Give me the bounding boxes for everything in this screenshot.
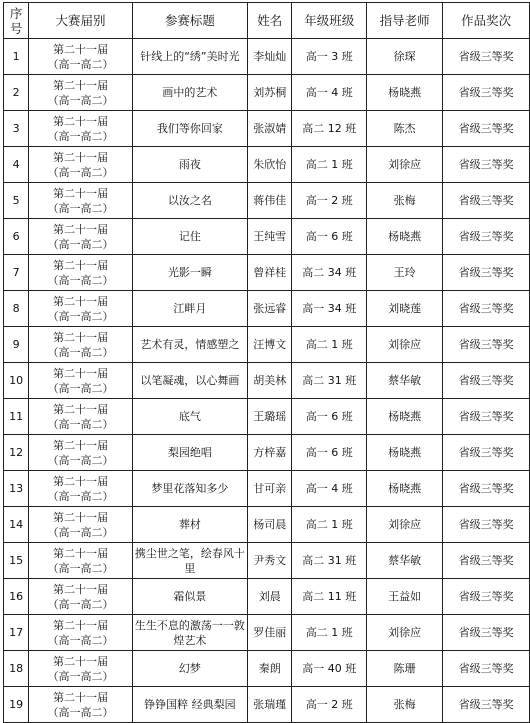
award-cell: 省级三等奖 — [443, 363, 530, 399]
name-cell: 刘苏桐 — [248, 75, 292, 111]
title-cell: 画中的艺术 — [132, 75, 247, 111]
award-cell: 省级三等奖 — [443, 471, 530, 507]
header-award: 作品奖次 — [443, 3, 530, 39]
edition-cell — [29, 543, 133, 579]
name-cell: 胡美林 — [248, 363, 292, 399]
title-cell: 梨园绝唱 — [132, 435, 247, 471]
table-row — [4, 219, 530, 255]
row-number: 5 — [4, 183, 29, 219]
row-number: 17 — [4, 615, 29, 651]
header-no: 序号 — [4, 3, 29, 39]
class-cell: 高二 11 班 — [292, 579, 367, 615]
class-cell: 高一 3 班 — [292, 39, 367, 75]
award-cell: 省级三等奖 — [443, 543, 530, 579]
teacher-cell: 王玲 — [367, 255, 443, 291]
edition-line-2: （高一高二） — [47, 57, 114, 71]
edition-line-1: 第二十一届 — [52, 438, 108, 452]
name-cell: 秦朗 — [248, 651, 292, 687]
edition-line-2: （高一高二） — [47, 273, 114, 287]
title-cell: 光影一瞬 — [132, 255, 247, 291]
edition-cell — [29, 507, 133, 543]
teacher-cell: 陈杰 — [367, 111, 443, 147]
table-row — [4, 111, 530, 147]
edition-line-2: （高一高二） — [47, 201, 114, 215]
header-name: 姓名 — [248, 3, 292, 39]
name-cell: 王璐瑶 — [248, 399, 292, 435]
edition-line-1: 第二十一届 — [52, 690, 108, 704]
edition-line-1: 第二十一届 — [52, 510, 108, 524]
award-cell: 省级三等奖 — [443, 507, 530, 543]
title-cell: 霜似景 — [132, 579, 247, 615]
edition-line-1: 第二十一届 — [52, 42, 108, 56]
class-cell: 高一 6 班 — [292, 435, 367, 471]
name-cell: 尹秀文 — [248, 543, 292, 579]
class-cell: 高二 31 班 — [292, 363, 367, 399]
edition-cell — [29, 219, 133, 255]
edition-line-1: 第二十一届 — [52, 222, 108, 236]
award-cell: 省级三等奖 — [443, 183, 530, 219]
class-cell: 高一 40 班 — [292, 651, 367, 687]
edition-line-2: （高一高二） — [47, 129, 114, 143]
award-cell: 省级三等奖 — [443, 75, 530, 111]
row-number: 10 — [4, 363, 29, 399]
teacher-cell: 张梅 — [367, 687, 443, 723]
name-cell: 张淑婧 — [248, 111, 292, 147]
header-teacher: 指导老师 — [367, 3, 443, 39]
class-cell: 高一 2 班 — [292, 687, 367, 723]
edition-line-2: （高一高二） — [47, 93, 114, 107]
edition-cell — [29, 399, 133, 435]
teacher-cell: 刘徐应 — [367, 615, 443, 651]
edition-line-1: 第二十一届 — [52, 402, 108, 416]
edition-line-2: （高一高二） — [47, 597, 114, 611]
edition-cell — [29, 111, 133, 147]
edition-cell — [29, 255, 133, 291]
table-row — [4, 39, 530, 75]
name-cell: 刘晨 — [248, 579, 292, 615]
name-cell: 汪博文 — [248, 327, 292, 363]
table-row — [4, 507, 530, 543]
table-header — [4, 3, 530, 39]
edition-line-1: 第二十一届 — [52, 618, 108, 632]
table-body — [4, 39, 530, 723]
row-number: 18 — [4, 651, 29, 687]
name-cell: 朱欣怡 — [248, 147, 292, 183]
row-number: 13 — [4, 471, 29, 507]
award-cell: 省级三等奖 — [443, 687, 530, 723]
edition-cell — [29, 687, 133, 723]
header-class: 年级班级 — [292, 3, 367, 39]
edition-line-1: 第二十一届 — [52, 186, 108, 200]
title-cell: 记住 — [132, 219, 247, 255]
title-cell: 携尘世之笔，绘春风十里 — [132, 543, 247, 579]
award-cell: 省级三等奖 — [443, 219, 530, 255]
edition-line-2: （高一高二） — [47, 309, 114, 323]
table-row — [4, 435, 530, 471]
row-number: 3 — [4, 111, 29, 147]
title-cell: 针线上的“绣”美时光 — [132, 39, 247, 75]
title-cell: 葬材 — [132, 507, 247, 543]
edition-line-1: 第二十一届 — [52, 294, 108, 308]
table-row — [4, 327, 530, 363]
title-cell: 生生不息的激荡一一敦煌艺术 — [132, 615, 247, 651]
row-number: 9 — [4, 327, 29, 363]
award-cell: 省级三等奖 — [443, 651, 530, 687]
class-cell: 高一 2 班 — [292, 183, 367, 219]
title-cell: 铮铮国粹 经典梨园 — [132, 687, 247, 723]
row-number: 15 — [4, 543, 29, 579]
teacher-cell: 杨晓燕 — [367, 399, 443, 435]
title-cell: 以汝之名 — [132, 183, 247, 219]
class-cell: 高一 34 班 — [292, 291, 367, 327]
teacher-cell: 杨晓燕 — [367, 471, 443, 507]
edition-cell — [29, 615, 133, 651]
teacher-cell: 王益如 — [367, 579, 443, 615]
table-row — [4, 147, 530, 183]
edition-line-2: （高一高二） — [47, 165, 114, 179]
edition-line-2: （高一高二） — [47, 453, 114, 467]
edition-cell — [29, 579, 133, 615]
teacher-cell: 杨晓燕 — [367, 75, 443, 111]
name-cell: 罗佳丽 — [248, 615, 292, 651]
title-cell: 江畔月 — [132, 291, 247, 327]
edition-line-2: （高一高二） — [47, 669, 114, 683]
edition-line-1: 第二十一届 — [52, 258, 108, 272]
class-cell: 高二 34 班 — [292, 255, 367, 291]
teacher-cell: 刘徐应 — [367, 327, 443, 363]
edition-cell — [29, 363, 133, 399]
award-cell: 省级三等奖 — [443, 111, 530, 147]
header-row — [4, 3, 530, 39]
edition-line-2: （高一高二） — [47, 705, 114, 719]
edition-line-1: 第二十一届 — [52, 654, 108, 668]
table-row — [4, 615, 530, 651]
edition-line-1: 第二十一届 — [52, 582, 108, 596]
name-cell: 李灿灿 — [248, 39, 292, 75]
row-number: 19 — [4, 687, 29, 723]
edition-cell — [29, 291, 133, 327]
edition-line-2: （高一高二） — [47, 561, 114, 575]
teacher-cell: 蔡华敏 — [367, 543, 443, 579]
class-cell: 高二 1 班 — [292, 615, 367, 651]
teacher-cell: 徐琛 — [367, 39, 443, 75]
table-row — [4, 255, 530, 291]
edition-line-1: 第二十一届 — [52, 114, 108, 128]
name-cell: 曾祥桂 — [248, 255, 292, 291]
teacher-cell: 杨晓燕 — [367, 219, 443, 255]
table-row — [4, 579, 530, 615]
table-row — [4, 363, 530, 399]
table-row — [4, 399, 530, 435]
row-number: 16 — [4, 579, 29, 615]
name-cell: 张远睿 — [248, 291, 292, 327]
edition-line-2: （高一高二） — [47, 237, 114, 251]
class-cell: 高一 4 班 — [292, 75, 367, 111]
row-number: 2 — [4, 75, 29, 111]
award-cell: 省级三等奖 — [443, 435, 530, 471]
edition-line-1: 第二十一届 — [52, 366, 108, 380]
teacher-cell: 蔡华敏 — [367, 363, 443, 399]
edition-line-2: （高一高二） — [47, 381, 114, 395]
award-cell: 省级三等奖 — [443, 399, 530, 435]
class-cell: 高一 4 班 — [292, 471, 367, 507]
name-cell: 方梓嘉 — [248, 435, 292, 471]
edition-cell — [29, 75, 133, 111]
row-number: 4 — [4, 147, 29, 183]
name-cell: 杨司晨 — [248, 507, 292, 543]
table-row — [4, 471, 530, 507]
class-cell: 高二 12 班 — [292, 111, 367, 147]
table-row — [4, 291, 530, 327]
edition-line-1: 第二十一届 — [52, 330, 108, 344]
teacher-cell: 刘徐应 — [367, 147, 443, 183]
row-number: 1 — [4, 39, 29, 75]
name-cell: 甘可亲 — [248, 471, 292, 507]
edition-cell — [29, 435, 133, 471]
edition-cell — [29, 183, 133, 219]
edition-line-1: 第二十一届 — [52, 474, 108, 488]
row-number: 12 — [4, 435, 29, 471]
teacher-cell: 刘徐应 — [367, 507, 443, 543]
edition-line-1: 第二十一届 — [52, 546, 108, 560]
edition-cell — [29, 471, 133, 507]
table-row — [4, 75, 530, 111]
title-cell: 梦里花落知多少 — [132, 471, 247, 507]
class-cell: 高二 1 班 — [292, 147, 367, 183]
award-cell: 省级三等奖 — [443, 39, 530, 75]
row-number: 14 — [4, 507, 29, 543]
teacher-cell: 刘晓莲 — [367, 291, 443, 327]
title-cell: 我们等你回家 — [132, 111, 247, 147]
class-cell: 高二 1 班 — [292, 327, 367, 363]
edition-cell — [29, 327, 133, 363]
teacher-cell: 陈珊 — [367, 651, 443, 687]
edition-line-2: （高一高二） — [47, 525, 114, 539]
award-cell: 省级三等奖 — [443, 579, 530, 615]
edition-cell — [29, 651, 133, 687]
title-cell: 雨夜 — [132, 147, 247, 183]
title-cell: 底气 — [132, 399, 247, 435]
title-cell: 以笔凝魂，以心舞画 — [132, 363, 247, 399]
award-cell: 省级三等奖 — [443, 615, 530, 651]
awards-table — [3, 2, 530, 723]
name-cell: 蒋伟佳 — [248, 183, 292, 219]
table-row — [4, 543, 530, 579]
edition-line-2: （高一高二） — [47, 633, 114, 647]
teacher-cell: 张梅 — [367, 183, 443, 219]
edition-line-1: 第二十一届 — [52, 150, 108, 164]
teacher-cell: 杨晓燕 — [367, 435, 443, 471]
row-number: 11 — [4, 399, 29, 435]
row-number: 7 — [4, 255, 29, 291]
row-number: 6 — [4, 219, 29, 255]
table-row — [4, 687, 530, 723]
award-cell: 省级三等奖 — [443, 291, 530, 327]
edition-cell — [29, 147, 133, 183]
name-cell: 张瑞瑾 — [248, 687, 292, 723]
edition-cell — [29, 39, 133, 75]
name-cell: 王纯雪 — [248, 219, 292, 255]
class-cell: 高二 1 班 — [292, 507, 367, 543]
edition-line-2: （高一高二） — [47, 345, 114, 359]
header-edition: 大赛届别 — [29, 3, 133, 39]
title-cell: 艺术有灵，情感塑之 — [132, 327, 247, 363]
awards-table-container — [3, 2, 530, 723]
edition-line-1: 第二十一届 — [52, 78, 108, 92]
table-row — [4, 183, 530, 219]
header-title: 参赛标题 — [132, 3, 247, 39]
table-row — [4, 651, 530, 687]
edition-line-2: （高一高二） — [47, 417, 114, 431]
award-cell: 省级三等奖 — [443, 147, 530, 183]
award-cell: 省级三等奖 — [443, 255, 530, 291]
award-cell: 省级三等奖 — [443, 327, 530, 363]
edition-line-2: （高一高二） — [47, 489, 114, 503]
title-cell: 幻梦 — [132, 651, 247, 687]
class-cell: 高二 31 班 — [292, 543, 367, 579]
class-cell: 高一 6 班 — [292, 219, 367, 255]
class-cell: 高一 6 班 — [292, 399, 367, 435]
row-number: 8 — [4, 291, 29, 327]
